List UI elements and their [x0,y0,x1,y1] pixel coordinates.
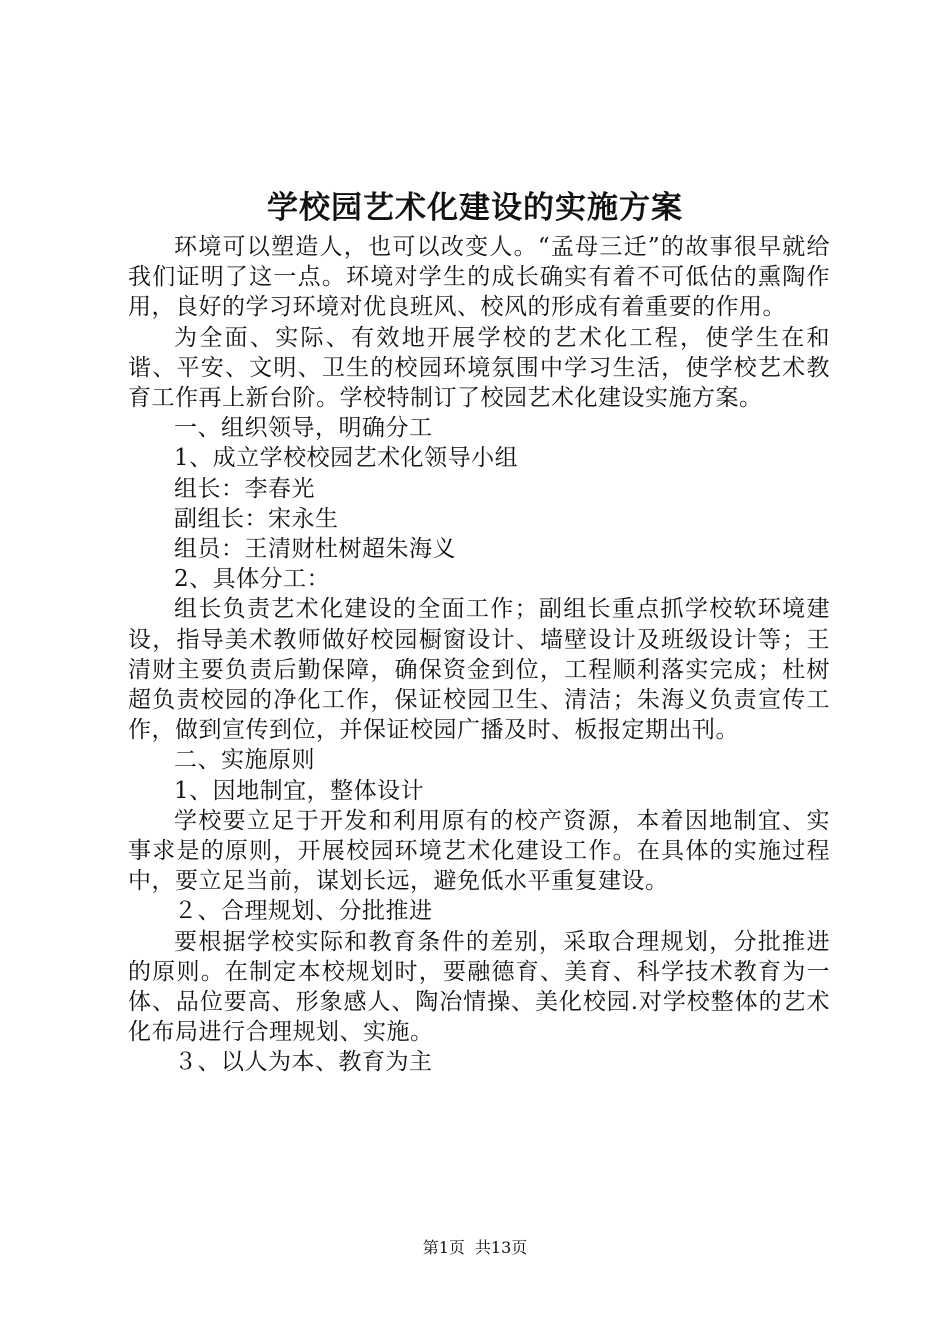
paragraph-division-of-labor: 组长负责艺术化建设的全面工作；副组长重点抓学校软环境建设，指导美术教师做好校园橱窗设计、墙壁设计及班级设计等；王清财主要负责后勤保障，确保资金到位，工程顺利落实完成；杜树超负责校园的净化工作，保证校园卫生、清洁；朱海义负责宣传工作，做到宣传到位，并保证校园广播及时、板报定期出刊。 [128,596,830,744]
paragraph-purpose: 为全面、实际、有效地开展学校的艺术化工程，使学生在和谐、平安、文明、卫生的校园环境氛围中学习生活，使学校艺术教育工作再上新台阶。学校特制订了校园艺术化建设实施方案。 [128,324,830,412]
members-line: 组员：王清财杜树超朱海义 [174,536,456,563]
page-total: 共13页 [474,1238,528,1257]
page-number: 第1页 [422,1238,465,1257]
subsection-heading-local-conditions: 1、因地制宜，整体设计 [174,777,425,804]
paragraph-intro: 环境可以塑造人，也可以改变人。“孟母三迁”的故事很早就给我们证明了这一点。环境对学生的成长确实有着不可低估的熏陶作用，良好的学习环境对优良班风、校风的形成有着重要的作用。 [128,234,830,321]
subsection-heading-division: 2、具体分工： [174,566,331,593]
leader-line: 组长：李春光 [174,475,315,502]
section-heading-principles: 二、实施原则 [174,747,315,774]
subsection-heading-leading-group: 1、成立学校校园艺术化领导小组 [174,445,519,472]
section-heading-organization: 一、组织领导，明确分工 [174,415,433,442]
page-footer [0,1238,950,1258]
document-body [128,232,830,1078]
document-title: 学校园艺术化建设的实施方案 [267,190,683,226]
subsection-heading-planning: ２、合理规划、分批推进 [174,898,433,925]
subsection-heading-people-oriented: ３、以人为本、教育为主 [174,1049,433,1076]
paragraph-planning: 要根据学校实际和教育条件的差别，采取合理规划，分批推进的原则。在制定本校规划时，要融德育、美育、科学技术教育为一体、品位要高、形象感人、陶冶情操、美化校园.对学校整体的艺术化布局进行合理规划、实施。 [128,928,830,1046]
deputy-leader-line: 副组长：宋永生 [174,505,339,532]
paragraph-local-conditions: 学校要立足于开发和利用原有的校产资源，本着因地制宜、实事求是的原则，开展校园环境艺术化建设工作。在具体的实施过程中，要立足当前，谋划长远，避免低水平重复建设。 [128,807,830,895]
